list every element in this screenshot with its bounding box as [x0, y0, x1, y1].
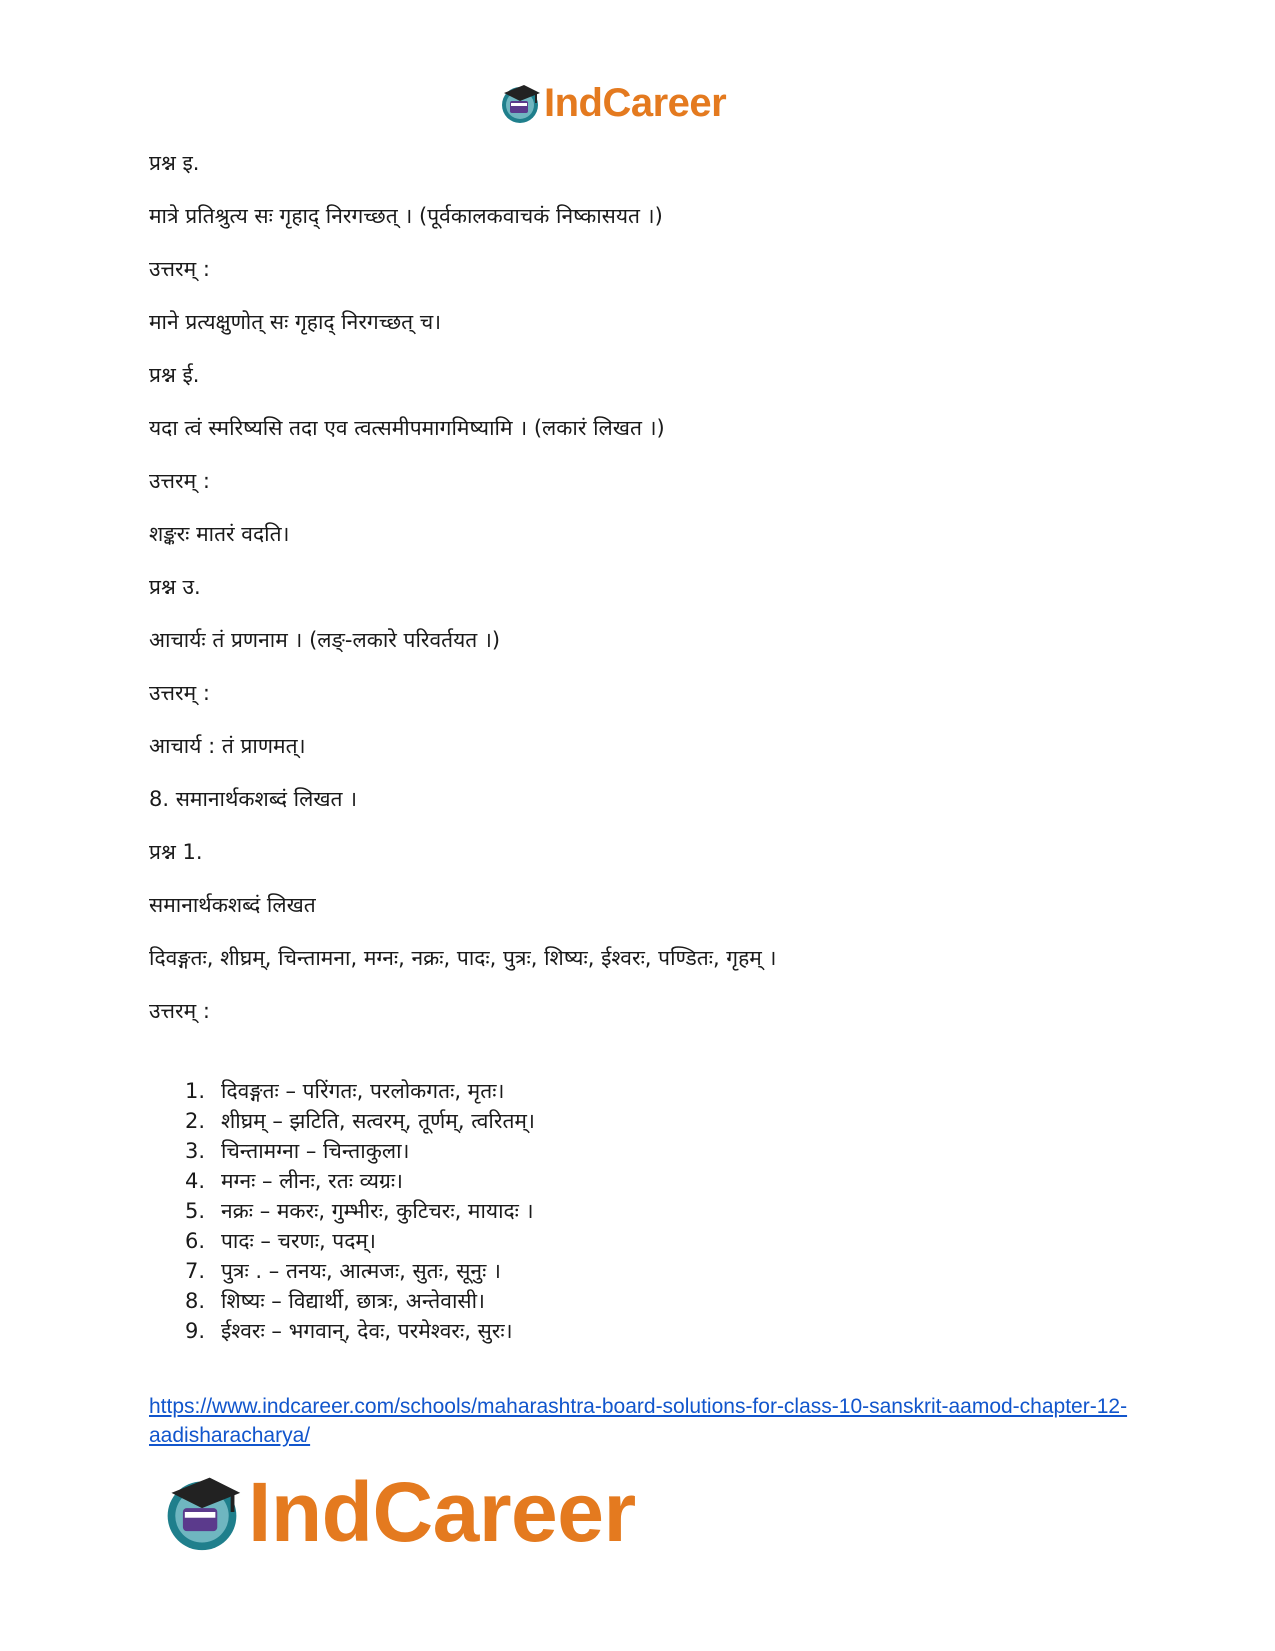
list-item-text: मग्नः – लीनः, रतः व्यग्रः।	[221, 1169, 404, 1193]
list-item-text: नक्रः – मकरः, गुम्भीरः, कुटिचरः, मायादः ।	[221, 1199, 534, 1223]
answer-label: उत्तरम् :	[149, 681, 210, 705]
answer-ii-text: शङ्करः मातरं वदति।	[149, 522, 290, 546]
question-label-i: प्रश्न इ.	[149, 151, 200, 175]
list-item	[185, 1166, 535, 1196]
section-heading-8: 8. समानार्थकशब्दं लिखत ।	[149, 787, 358, 811]
graduation-globe-icon	[498, 81, 542, 125]
list-item-number: 5.	[185, 1199, 206, 1223]
footer-logo	[160, 1466, 636, 1558]
list-item-text: शीघ्रम् – झटिति, सत्वरम्, तूर्णम्, त्वरितम्।	[221, 1109, 535, 1133]
list-item-text: शिष्यः – विद्यार्थी, छात्रः, अन्तेवासी।	[221, 1289, 485, 1313]
graduation-globe-icon	[160, 1470, 244, 1554]
list-item-number: 8.	[185, 1289, 206, 1313]
question-ii-text: यदा त्वं स्मरिष्यसि तदा एव त्वत्समीपमागमिष्यामि । (लकारं लिखत ।)	[149, 416, 665, 440]
answer-label: उत्तरम् :	[149, 469, 210, 493]
list-item-text: चिन्तामग्ना – चिन्ताकुला।	[221, 1139, 410, 1163]
question-label-ii: प्रश्न ई.	[149, 363, 200, 387]
list-item-number: 7.	[185, 1259, 206, 1283]
list-item	[185, 1316, 535, 1346]
source-link[interactable]: https://www.indcareer.com/schools/maharashtra-board-solutions-for-class-10-sanskrit-aamod-chapter-12-aadisharacharya/	[149, 1395, 1128, 1447]
list-item-text: दिवङ्गतः – परिंगतः, परलोकगतः, मृतः।	[221, 1079, 505, 1103]
answer-i-text: माने प्रत्यक्षुणोत् सः गृहाद् निरगच्छत् च।	[149, 310, 442, 334]
list-item-number: 6.	[185, 1229, 206, 1253]
list-item	[185, 1136, 535, 1166]
footer-logo-text: IndCareer	[248, 1465, 636, 1559]
list-item-number: 2.	[185, 1109, 206, 1133]
list-item	[185, 1196, 535, 1226]
list-item	[185, 1106, 535, 1136]
answer-list	[185, 1076, 535, 1346]
list-item-text: ईश्वरः – भगवान्, देवः, परमेश्वरः, सुरः।	[221, 1319, 513, 1343]
list-item-number: 4.	[185, 1169, 206, 1193]
question-u-text: आचार्यः तं प्रणनाम । (लङ्-लकारे परिवर्तयत ।)	[149, 628, 501, 652]
answer-label: उत्तरम् :	[149, 999, 210, 1023]
list-item-number: 1.	[185, 1079, 206, 1103]
list-item-number: 9.	[185, 1319, 206, 1343]
list-item-number: 3.	[185, 1139, 206, 1163]
answer-label: उत्तरम् :	[149, 257, 210, 281]
question-1-instruction: समानार्थकशब्दं लिखत	[149, 893, 316, 917]
list-item	[185, 1076, 535, 1106]
answer-u-text: आचार्य : तं प्राणमत्।	[149, 734, 306, 758]
header-logo-text: IndCareer	[544, 81, 727, 125]
list-item	[185, 1226, 535, 1256]
list-item-text: पादः – चरणः, पदम्।	[221, 1229, 376, 1253]
question-1-word-list: दिवङ्गतः, शीघ्रम्, चिन्तामना, मग्नः, नक्रः, पादः, पुत्रः, शिष्यः, ईश्वरः, पण्डितः, गृहम् ।	[149, 946, 777, 970]
question-label-u: प्रश्न उ.	[149, 575, 201, 599]
question-i-text: मात्रे प्रतिश्रुत्य सः गृहाद् निरगच्छत् । (पूर्वकालकवाचकं निष्कासयत ।)	[149, 204, 663, 228]
list-item-text: पुत्रः . – तनयः, आत्मजः, सुतः, सूनुः ।	[221, 1259, 501, 1283]
list-item	[185, 1286, 535, 1316]
list-item	[185, 1256, 535, 1286]
header-logo	[498, 78, 726, 128]
question-label-1: प्रश्न 1.	[149, 840, 203, 864]
